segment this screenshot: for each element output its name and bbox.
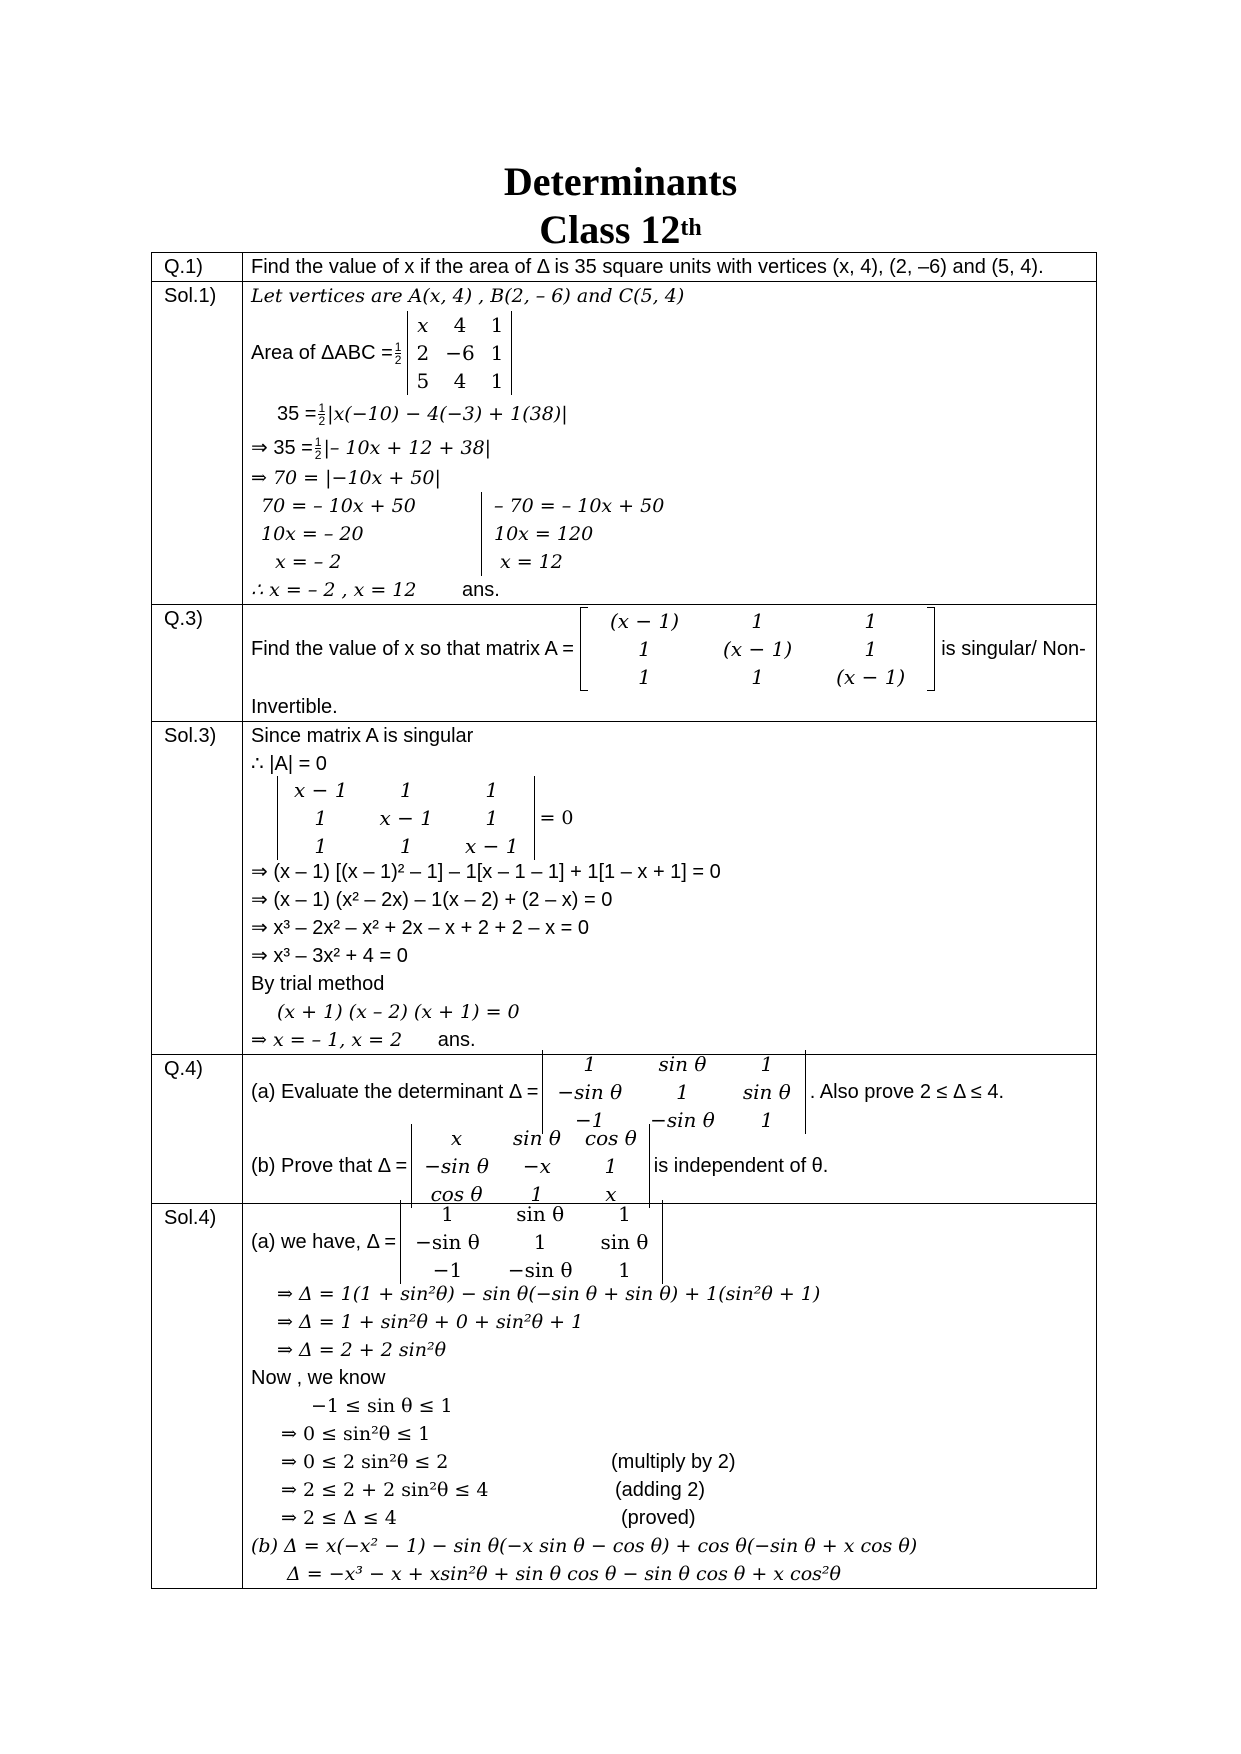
sol3-factored: (x + 1) (x – 2) (x + 1) = 0 — [277, 1001, 520, 1023]
ans-label: ans. — [437, 1029, 476, 1051]
sol4-step: ⇒ Δ = 1(1 + sin²θ) − sin θ(−sin θ + sin θ) + 1(sin²θ + 1) — [277, 1283, 821, 1305]
sol4a-determinant — [400, 1200, 663, 1284]
sol4-label: Sol.4) — [152, 1204, 243, 1589]
det-cell: sin θ — [516, 1202, 565, 1226]
ineq-note: (adding 2) — [615, 1479, 706, 1501]
mat-cell: 1 — [864, 609, 878, 633]
det-cell: cos θ — [584, 1126, 637, 1150]
det-cell: 1 — [490, 369, 504, 393]
frac-den: 2 — [314, 447, 322, 462]
sol1-eq1 — [251, 396, 1088, 432]
sol3-line: ∴ |A| = 0 — [251, 753, 327, 775]
det-cell: sin θ — [658, 1052, 707, 1076]
case-line: – 70 = – 10x + 50 — [494, 495, 665, 517]
det-cell: x − 1 — [294, 778, 348, 802]
sol3-line: ⇒ x³ – 2x² – x² + 2x – x + 2 + 2 – x = 0 — [251, 917, 590, 939]
det-cell: 1 — [618, 1258, 631, 1282]
sol4-ineq-row — [251, 1420, 1088, 1448]
eq-lhs: ⇒ 35 = — [251, 437, 313, 459]
sol4a-pre: (a) we have, Δ = — [251, 1231, 397, 1253]
det-cell: 4 — [453, 313, 467, 337]
det-cell: x − 1 — [379, 806, 433, 830]
subtitle-sup: th — [680, 215, 702, 241]
sol1-line1: Let vertices are A(x, 4) , B(2, – 6) and C(5, 4) — [251, 285, 685, 307]
ineq-note: (multiply by 2) — [611, 1451, 736, 1473]
sol1-eq3: ⇒ 70 = |−10x + 50| — [251, 467, 441, 489]
det-cell: 1 — [533, 1230, 547, 1254]
det-cell: 1 — [399, 834, 413, 858]
eq-lhs: 35 = — [277, 403, 317, 425]
sol3-line: ⇒ x³ – 3x² + 4 = 0 — [251, 945, 408, 967]
det-cell: 1 — [618, 1202, 631, 1226]
sol1-cases — [251, 492, 1088, 576]
q1-text: Find the value of x if the area of Δ is 35 square units with vertices (x, 4), (2, –6) and (5, 4). — [251, 256, 1044, 278]
sol4-step: ⇒ Δ = 2 + 2 sin²θ — [277, 1339, 447, 1361]
det-cell: x — [450, 1126, 463, 1150]
det-cell: 1 — [485, 806, 499, 830]
det-cell: 4 — [453, 369, 467, 393]
ineq-expr: −1 ≤ sin θ ≤ 1 — [311, 1395, 453, 1417]
question-table — [151, 252, 1097, 1589]
mat-cell: 1 — [638, 665, 651, 689]
mat-cell: 1 — [751, 609, 764, 633]
mat-cell: (x − 1) — [836, 665, 906, 689]
det-cell: 2 — [416, 341, 430, 365]
det-cell: sin θ — [600, 1230, 649, 1254]
det-cell: 1 — [314, 834, 328, 858]
table-row — [152, 1204, 1097, 1589]
case-right — [482, 492, 664, 576]
det-cell: −1 — [432, 1258, 463, 1282]
case-line: 10x = 120 — [494, 523, 594, 545]
frac-num: 1 — [394, 339, 402, 354]
sol1-area-row — [251, 310, 1088, 396]
ineq-expr: ⇒ 2 ≤ 2 + 2 sin²θ ≤ 4 — [281, 1479, 489, 1501]
mat-cell: 1 — [864, 637, 878, 661]
q4a-det-grid — [543, 1050, 804, 1134]
q4b-row — [251, 1126, 1088, 1206]
sol3-result: ⇒ x = – 1, x = 2 — [251, 1029, 403, 1051]
ineq-expr: ⇒ 0 ≤ sin²θ ≤ 1 — [281, 1423, 431, 1445]
q4b-pre: (b) Prove that Δ = — [251, 1155, 408, 1177]
sol3-body — [243, 722, 1097, 1055]
case-line: x = 12 — [500, 551, 563, 573]
sol1-final — [251, 576, 1088, 604]
det-cell: 1 — [314, 806, 328, 830]
sol1-det-grid — [408, 311, 511, 395]
frac-num: 1 — [314, 434, 322, 449]
sol4-ineq-row — [251, 1448, 1088, 1476]
ineq-expr: ⇒ 2 ≤ Δ ≤ 4 — [281, 1507, 397, 1529]
q4b-post: is independent of θ. — [653, 1155, 829, 1177]
sol4-ineq-row — [251, 1504, 1088, 1532]
det-cell: 1 — [490, 313, 504, 337]
half-fraction — [315, 436, 322, 461]
sol4a-det-grid — [401, 1200, 662, 1284]
sol4-b-line2: Δ = −x³ − x + xsin²θ + sin θ cos θ − sin θ cos θ + x cos²θ — [287, 1563, 841, 1585]
sol4-body — [243, 1204, 1097, 1589]
sol4-now: Now , we know — [251, 1367, 386, 1389]
case-left — [251, 492, 482, 576]
det-cell: 1 — [530, 1182, 544, 1206]
det-cell: x — [605, 1182, 617, 1206]
frac-num: 1 — [318, 400, 326, 415]
q4-body — [243, 1052, 1097, 1206]
det-cell: 1 — [485, 778, 499, 802]
det-cell: −6 — [445, 341, 475, 365]
det-cell: −sin θ — [507, 1258, 573, 1282]
eq-rhs: |x(−10) − 4(−3) + 1(38)| — [327, 403, 568, 425]
page-title: Determinants — [503, 159, 738, 204]
det-cell: −sin θ — [557, 1080, 623, 1104]
det-cell: 1 — [760, 1052, 774, 1076]
det-cell: −sin θ — [424, 1154, 489, 1178]
q4a-post: . Also prove 2 ≤ Δ ≤ 4. — [809, 1081, 1005, 1103]
q4a-pre: (a) Evaluate the determinant Δ = — [251, 1081, 539, 1103]
q3-label: Q.3) — [152, 605, 243, 722]
table-row — [152, 282, 1097, 605]
half-fraction — [395, 341, 402, 366]
mat-cell: (x − 1) — [609, 609, 680, 633]
ans-label: ans. — [462, 579, 500, 601]
ineq-expr: ⇒ 0 ≤ 2 sin²θ ≤ 2 — [281, 1451, 449, 1473]
det-cell: x − 1 — [464, 834, 519, 858]
table-row — [152, 722, 1097, 1055]
sol3-line: ⇒ (x – 1) [(x – 1)² – 1] – 1[x – 1 – 1] + 1[1 – x + 1] = 0 — [251, 861, 721, 883]
det-cell: sin θ — [742, 1080, 791, 1104]
frac-den: 2 — [394, 352, 402, 367]
mat-cell: 1 — [638, 637, 651, 661]
det-cell: 5 — [416, 369, 430, 393]
q3-body — [243, 605, 1097, 722]
sol4-ineq-row — [251, 1476, 1088, 1504]
det-cell: 1 — [441, 1202, 454, 1226]
q3-line2: Invertible. — [251, 696, 338, 718]
sol3-line: By trial method — [251, 973, 385, 995]
sol1-determinant — [407, 311, 512, 395]
sol3-line: ⇒ (x – 1) (x² – 2x) – 1(x – 2) + (2 – x) = 0 — [251, 889, 613, 911]
case-line: 10x = – 20 — [261, 523, 364, 545]
det-cell: 1 — [604, 1154, 618, 1178]
q4b-determinant — [411, 1124, 650, 1208]
sol1-label: Sol.1) — [152, 282, 243, 605]
q3-post: is singular/ Non- — [941, 638, 1086, 660]
sol3-label: Sol.3) — [152, 722, 243, 1055]
det-cell: sin θ — [512, 1126, 561, 1150]
frac-den: 2 — [318, 413, 326, 428]
ineq-note: (proved) — [621, 1507, 696, 1529]
q1-label: Q.1) — [152, 253, 243, 282]
det-cell: cos θ — [430, 1182, 483, 1206]
q4a-determinant — [542, 1050, 805, 1134]
det-cell: −x — [522, 1154, 551, 1178]
sol1-area-label: Area of ΔABC = — [251, 342, 393, 364]
table-row — [152, 605, 1097, 722]
q3-matrix — [580, 607, 935, 691]
sol4-ineq-row — [251, 1392, 1088, 1420]
det-cell: 1 — [760, 1108, 774, 1132]
q3-matrix-grid — [588, 607, 927, 691]
eq-rhs: |– 10x + 12 + 38| — [323, 437, 492, 459]
det-cell: 1 — [399, 778, 413, 802]
sol4-b-line1: (b) Δ = x(−x² − 1) − sin θ(−x sin θ − cos θ) + cos θ(−sin θ + x cos θ) — [251, 1535, 918, 1557]
subtitle-main: Class 12 — [539, 207, 681, 252]
half-fraction — [318, 402, 325, 427]
det-cell: 1 — [676, 1080, 689, 1104]
sol4-step: ⇒ Δ = 1 + sin²θ + 0 + sin²θ + 1 — [277, 1311, 584, 1333]
mat-cell: 1 — [751, 665, 764, 689]
sol3-determinant — [277, 776, 535, 860]
mat-cell: (x − 1) — [723, 637, 793, 661]
sol3-det-grid — [278, 776, 534, 860]
det-cell: 1 — [583, 1052, 597, 1076]
q3-pre: Find the value of x so that matrix A = — [251, 638, 574, 660]
q3-row — [251, 605, 1088, 693]
sol1-body — [243, 282, 1097, 605]
det-equals: = 0 — [539, 807, 574, 829]
sol3-line: Since matrix A is singular — [251, 725, 474, 747]
sol3-det-row — [251, 778, 1088, 858]
det-cell: x — [417, 313, 429, 337]
det-cell: 1 — [490, 341, 504, 365]
case-line: x = – 2 — [275, 551, 342, 573]
det-cell: −sin θ — [415, 1230, 480, 1254]
det-cell: −sin θ — [650, 1108, 715, 1132]
final-answer: ∴ x = – 2 , x = 12 — [251, 579, 417, 601]
sol1-eq2 — [251, 432, 1088, 464]
table-row — [152, 1055, 1097, 1204]
case-line: 70 = – 10x + 50 — [261, 495, 416, 517]
det-cell: −1 — [575, 1108, 605, 1132]
q4-label: Q.4) — [152, 1055, 243, 1204]
table-row — [152, 253, 1097, 282]
page-subtitle — [0, 206, 1241, 254]
q4b-det-grid — [412, 1124, 649, 1208]
sol4a-row — [251, 1204, 1088, 1280]
q4a-row — [251, 1052, 1088, 1132]
